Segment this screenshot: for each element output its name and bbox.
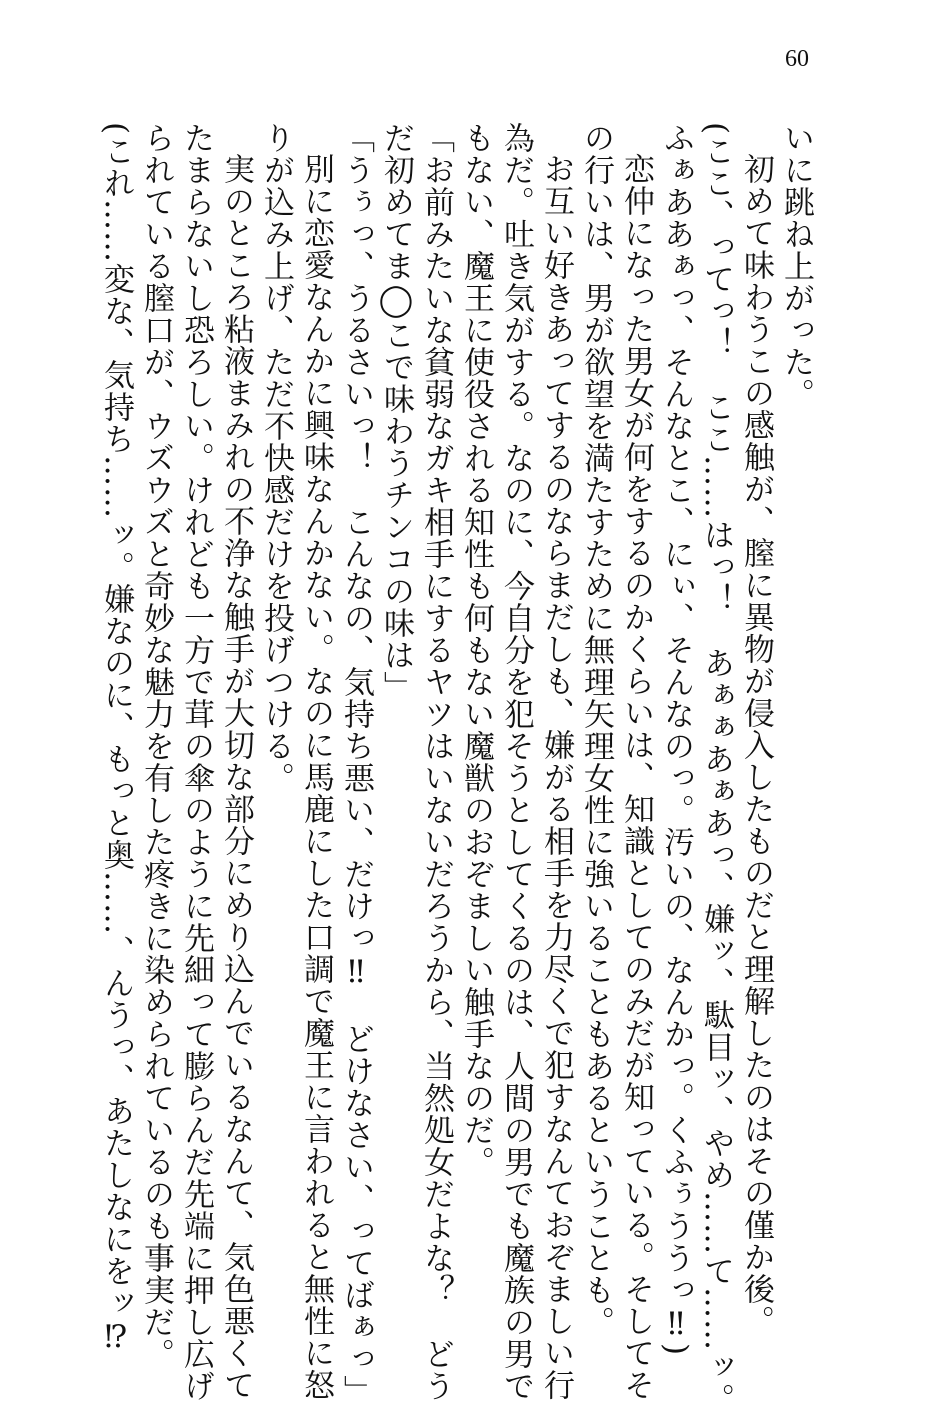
- text-line: いに跳ね上がった。: [778, 122, 814, 410]
- text-line: 恋仲になった男女が何をするのかくらいは、知識としてのみだが知っている。そしてそ: [618, 153, 654, 1401]
- text-line: 初めて味わうこの感触が、膣に異物が侵入したものだと理解したのはその僅か後。: [738, 153, 774, 1337]
- text-line: 「うぅっ、うるさいっ！ こんなの、気持ち悪い、だけっ‼ どけなさい、ってばぁっ」: [338, 122, 374, 1407]
- text-line: (これ……変な、気持ち……ッ。嫌なのに、もっと奥……、んうっ、あたしなにをッ⁉: [98, 122, 134, 1357]
- text-line: りが込み上げ、ただ不快感だけを投げつける。: [258, 122, 294, 794]
- text-line: (ここ、ってっ！ ここ……はっ！ あぁぁあぁあっ、嫌ッ、駄目ッ、やめ……て……ッ。: [698, 122, 734, 1415]
- text-line: もない、魔王に使役される知性も何もない魔獣のおぞましい触手なのだ。: [458, 122, 494, 1178]
- text-line: ふぁああぁっ、そんなとこ、にぃ、そんなのっ。汚いの、なんかっ。くふぅううっ‼): [658, 122, 694, 1357]
- body-text: [96, 122, 816, 1415]
- text-line: だ初めてま◯こで味わうチンコの味は」: [378, 122, 414, 703]
- text-line: 別に恋愛なんかに興味なんかない。なのに馬鹿にした口調で魔王に言われると無性に怒: [298, 153, 334, 1401]
- text-line: 「お前みたいな貧弱なガキ相手にするヤツはいないだろうから、当然処女だよな？ どう: [418, 122, 454, 1402]
- text-line: られている膣口が、ウズウズと奇妙な魅力を有した疼きに染められているのも事実だ。: [138, 122, 174, 1370]
- text-line: 実のところ粘液まみれの不浄な触手が大切な部分にめり込んでいるなんて、気色悪くて: [218, 153, 254, 1401]
- page-number: 60: [785, 46, 809, 72]
- text-line: の行いは、男が欲望を満たすために無理矢理女性に強いることもあるということも。: [578, 122, 614, 1338]
- text-line: お互い好きあってするのならまだしも、嫌がる相手を力尽くで犯すなんておぞましい行: [538, 153, 574, 1401]
- text-line: たまらないし恐ろしい。けれども一方で茸の傘のように先細って膨らんだ先端に押し広げ: [178, 122, 214, 1402]
- text-line: 為だ。吐き気がする。なのに、今自分を犯そうとしてくるのは、人間の男でも魔族の男で: [498, 122, 534, 1402]
